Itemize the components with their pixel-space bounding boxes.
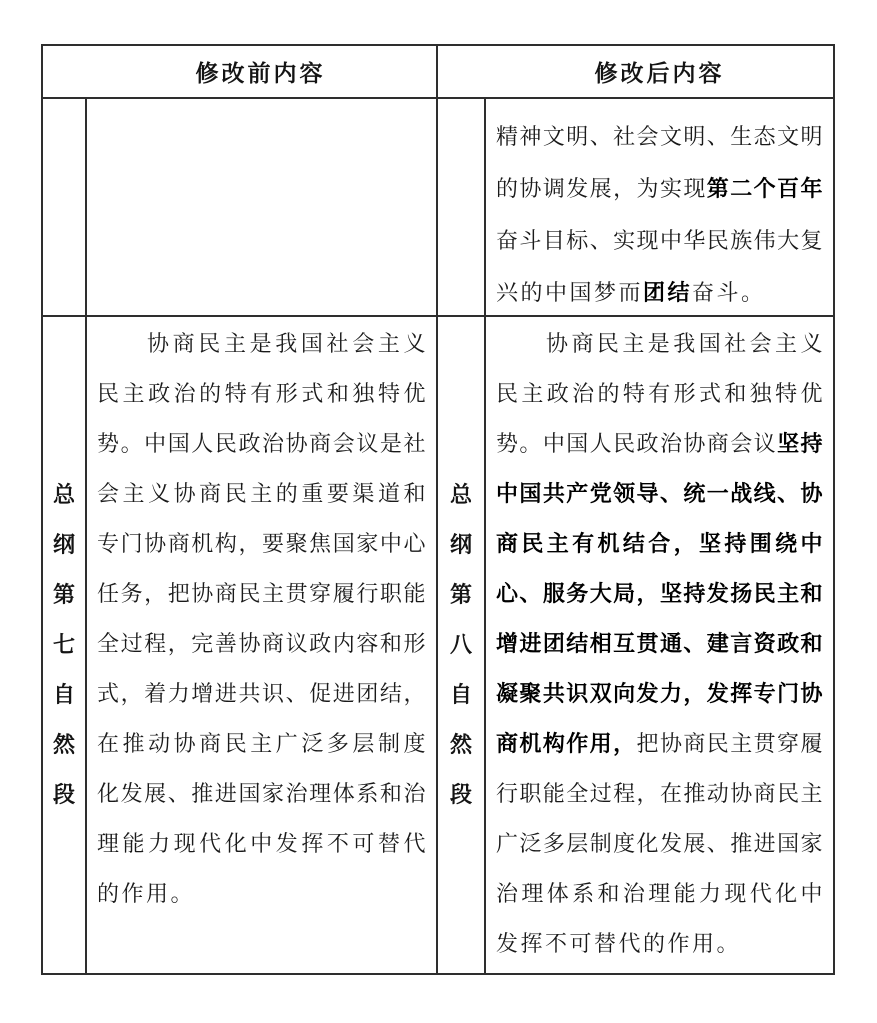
row2-after-content-cell — [484, 315, 833, 973]
text-segment: 势。中国人民政治协商会议 — [496, 431, 778, 456]
text-line — [496, 919, 823, 969]
vertical-label-char: 然 — [52, 732, 75, 757]
revised-text-segment: 第二个百年 — [706, 176, 823, 201]
text-line — [496, 619, 823, 669]
text-segment: 在推动协商民主广泛多层制度 — [97, 731, 426, 756]
vertical-label-char: 自 — [449, 682, 472, 707]
text-segment: 广泛多层制度化发展、推进国家 — [496, 831, 823, 856]
text-segment: 精神文明、社会文明、生态文明 — [496, 124, 823, 149]
text-segment: 专门协商机构，要聚焦国家中心 — [97, 531, 426, 556]
row1-before-label-cell — [43, 97, 85, 315]
header-cell-before — [43, 46, 436, 97]
text-segment: 把协商民主贯穿履 — [636, 731, 823, 756]
vertical-label-char: 纲 — [449, 532, 472, 557]
text-line — [97, 469, 426, 519]
text-segment: 理能力现代化中发挥不可替代 — [97, 831, 426, 856]
vertical-label-char: 总 — [52, 482, 75, 507]
text-line — [97, 719, 426, 769]
text-segment: 任务，把协商民主贯穿履行职能 — [97, 581, 426, 606]
text-segment: 行职能全过程，在推动协商民主 — [496, 781, 823, 806]
text-line — [97, 619, 426, 669]
text-segment: 民主政治的特有形式和独特优 — [97, 381, 426, 406]
text-line — [496, 469, 823, 519]
revised-text-segment: 增进团结相互贯通、建言资政和 — [496, 631, 823, 656]
text-line — [496, 869, 823, 919]
text-line — [496, 267, 823, 315]
revised-text-segment: 中国共产党领导、统一战线、协 — [496, 481, 823, 506]
text-line — [496, 111, 823, 163]
text-segment: 兴的中国梦而 — [496, 280, 644, 305]
vertical-label-char: 总 — [449, 482, 472, 507]
text-line — [97, 319, 426, 369]
text-segment: 的作用。 — [97, 881, 196, 906]
revised-text-segment: 凝聚共识双向发力，发挥专门协 — [496, 681, 823, 706]
row1-after-content-cell — [484, 97, 833, 315]
text-segment: 化发展、推进国家治理体系和治 — [97, 781, 426, 806]
text-segment: 奋斗目标、实现中华民族伟大复 — [496, 228, 823, 253]
text-line — [97, 519, 426, 569]
revised-text-segment: 心、服务大局，坚持发扬民主和 — [496, 581, 823, 606]
text-segment: 发挥不可替代的作用。 — [496, 931, 742, 956]
vertical-label-char: 段 — [449, 782, 472, 807]
header-before-label: 修改前内容 — [195, 60, 326, 86]
text-line — [97, 669, 426, 719]
text-line — [97, 569, 426, 619]
vertical-label-char: 段 — [52, 782, 75, 807]
revised-text-segment: 坚持 — [777, 431, 823, 456]
text-segment: 会主义协商民主的重要渠道和 — [97, 481, 426, 506]
revised-text-segment: 商民主有机结合，坚持围绕中 — [496, 531, 823, 556]
row1-before-content-cell — [85, 97, 436, 315]
header-cell-after — [436, 46, 833, 97]
text-line — [496, 769, 823, 819]
text-line — [496, 369, 823, 419]
text-line — [496, 419, 823, 469]
text-line — [496, 519, 823, 569]
text-line — [97, 869, 426, 919]
vertical-label-char: 自 — [52, 682, 75, 707]
vertical-label-char: 第 — [449, 582, 472, 607]
text-segment: 治理体系和治理能力现代化中 — [496, 881, 823, 906]
text-line — [97, 419, 426, 469]
revised-text-segment: 商机构作用， — [496, 731, 637, 756]
text-line — [97, 369, 426, 419]
text-line — [496, 819, 823, 869]
vertical-label-char: 七 — [52, 632, 75, 657]
text-segment: 全过程，完善协商议政内容和形 — [97, 631, 426, 656]
text-segment: 民主政治的特有形式和独特优 — [496, 381, 823, 406]
text-line — [496, 163, 823, 215]
text-line — [496, 215, 823, 267]
text-segment: 协商民主是我国社会主义 — [546, 331, 823, 356]
text-line — [496, 319, 823, 369]
row1-after-label-cell — [436, 97, 484, 315]
revised-text-segment: 团结 — [643, 280, 693, 305]
header-after-label: 修改后内容 — [594, 60, 725, 86]
revision-comparison-table — [41, 44, 835, 975]
vertical-label-char: 第 — [52, 582, 75, 607]
text-segment: 奋斗。 — [692, 280, 766, 305]
text-segment: 势。中国人民政治协商会议是社 — [97, 431, 426, 456]
text-line — [97, 819, 426, 869]
text-line — [97, 769, 426, 819]
vertical-label-char: 然 — [449, 732, 472, 757]
text-line — [496, 669, 823, 719]
vertical-label-char: 纲 — [52, 532, 75, 557]
row2-after-label-cell — [436, 315, 484, 973]
text-segment: 式，着力增进共识、促进团结， — [97, 681, 426, 706]
row2-before-label-cell — [43, 315, 85, 973]
text-segment: 的协调发展，为实现 — [496, 176, 707, 201]
vertical-label-char: 八 — [449, 632, 472, 657]
text-segment: 协商民主是我国社会主义 — [147, 331, 426, 356]
row2-before-content-cell — [85, 315, 436, 973]
text-line — [496, 569, 823, 619]
text-line — [496, 719, 823, 769]
